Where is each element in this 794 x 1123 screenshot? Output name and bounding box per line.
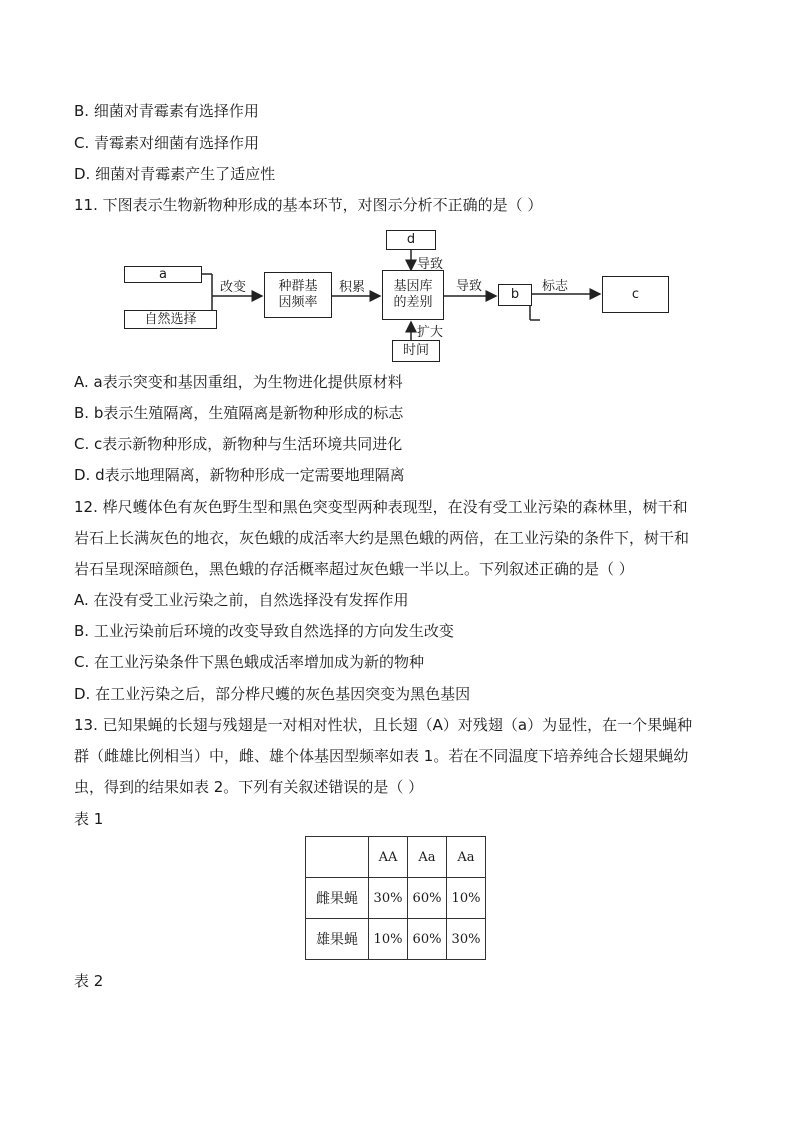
- box-time: 时间: [392, 340, 440, 362]
- table-cell: 60%: [408, 919, 447, 960]
- box-natural-selection: 自然选择: [124, 310, 217, 329]
- q12-stem-line-1: 12. 桦尺蠖体色有灰色野生型和黑色突变型两种表现型，在没有受工业污染的森林里，树干和: [74, 498, 688, 516]
- box-gene-frequency: [264, 272, 332, 318]
- label-marker: 标志: [542, 279, 569, 294]
- box-b: b: [498, 284, 532, 306]
- table-header-row: [306, 837, 486, 878]
- gene-frequency-line1: 种群基: [278, 279, 318, 294]
- q11-stem: 11. 下图表示生物新物种形成的基本环节，对图示分析不正确的是（ ）: [74, 196, 543, 214]
- table-cell: 30%: [369, 878, 408, 919]
- q11-option-d: D. d表示地理隔离，新物种形成一定需要地理隔离: [74, 466, 405, 484]
- table-row-label: 雄果蝇: [306, 919, 369, 960]
- box-c: c: [602, 276, 669, 313]
- label-lead-b: 导致: [456, 279, 483, 294]
- q12-option-a: A. 在没有受工业污染之前，自然选择没有发挥作用: [74, 591, 409, 609]
- q10-option-c: C. 青霉素对细菌有选择作用: [74, 134, 260, 152]
- gene-pool-line1: 基因库: [393, 279, 433, 294]
- genotype-frequency-table: [305, 836, 486, 960]
- label-lead-d: 导致: [417, 257, 444, 272]
- box-gene-pool-difference: [382, 270, 444, 320]
- table-header-blank: [306, 837, 369, 878]
- box-d: d: [386, 230, 436, 250]
- q12-option-b: B. 工业污染前后环境的改变导致自然选择的方向发生改变: [74, 622, 454, 640]
- q13-stem-line-3: 虫，得到的结果如表 2。下列有关叙述错误的是（ ）: [74, 778, 424, 796]
- table-cell: 10%: [369, 919, 408, 960]
- q11-option-a: A. a表示突变和基因重组，为生物进化提供原材料: [74, 373, 403, 391]
- q12-option-d: D. 在工业污染之后，部分桦尺蠖的灰色基因突变为黑色基因: [74, 685, 471, 703]
- q12-option-c: C. 在工业污染条件下黑色蛾成活率增加成为新的物种: [74, 653, 425, 671]
- q11-option-c: C. c表示新物种形成，新物种与生活环境共同进化: [74, 435, 403, 453]
- q10-option-b: B. 细菌对青霉素有选择作用: [74, 102, 259, 120]
- label-expand: 扩大: [417, 325, 444, 340]
- table-row: [306, 919, 486, 960]
- gene-pool-line2: 的差别: [393, 295, 433, 310]
- species-formation-diagram: [120, 228, 680, 364]
- label-change: 改变: [220, 280, 247, 295]
- table2-caption: 表 2: [74, 972, 104, 990]
- table-row: [306, 878, 486, 919]
- q12-stem-line-2: 岩石上长满灰色的地衣，灰色蛾的成活率大约是黑色蛾的两倍，在工业污染的条件下，树干和: [74, 529, 690, 547]
- label-accumulate: 积累: [339, 280, 366, 295]
- q13-stem-line-1: 13. 已知果蝇的长翅与残翅是一对相对性状，且长翅（A）对残翅（a）为显性，在一个果蝇种: [74, 716, 693, 734]
- table-row-label: 雌果蝇: [306, 878, 369, 919]
- table-header-cell: Aa: [447, 837, 486, 878]
- q13-stem-line-2: 群（雌雄比例相当）中，雌、雄个体基因型频率如表 1。若在不同温度下培养纯合长翅果蝇幼: [74, 747, 689, 765]
- table-cell: 10%: [447, 878, 486, 919]
- table-cell: 30%: [447, 919, 486, 960]
- table-header-cell: AA: [369, 837, 408, 878]
- q11-option-b: B. b表示生殖隔离，生殖隔离是新物种形成的标志: [74, 404, 404, 422]
- box-a: a: [124, 266, 202, 283]
- q10-option-d: D. 细菌对青霉素产生了适应性: [74, 165, 276, 183]
- table1-caption: 表 1: [74, 810, 104, 828]
- gene-frequency-line2: 因频率: [278, 295, 318, 310]
- q12-stem-line-3: 岩石呈现深暗颜色，黑色蛾的存活概率超过灰色蛾一半以上。下列叙述正确的是（ ）: [74, 560, 634, 578]
- table-cell: 60%: [408, 878, 447, 919]
- table-header-cell: Aa: [408, 837, 447, 878]
